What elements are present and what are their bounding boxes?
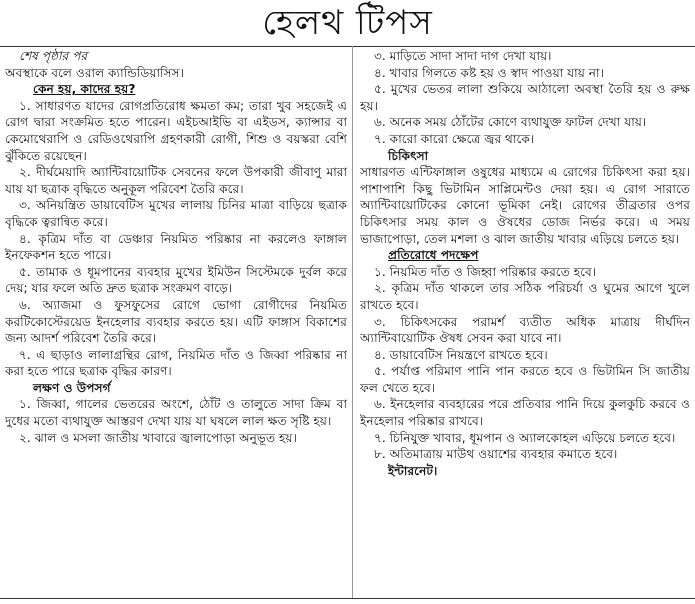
prevention-item: ১. নিয়মিত দাঁত ও জিহ্বা পরিষ্কার করতে হবে। [374,264,597,279]
bottom-divider [0,598,695,599]
source-credit: ইন্টারনেট। [388,463,438,478]
cause-item: ২. দীর্ঘমেয়াদি অ্যান্টিবায়োটিক সেবনের ফলে উপকারী জীবাণু মারা যায় যা ছত্রাক বৃদ্ধিতে অনুকূল পরিবেশ তৈরি করে। [5,165,347,196]
treatment-text: সাধারণত এন্টিফাঙ্গাল ওষুধের মাধ্যমে এ রোগের চিকিৎসা করা হয়। পাশাপাশি কিছু ভিটামিন সাপ্লিমেন্টও দেয়া হয়। এ রোগ সারাতে অ্যান্টিবায়োটিকের কোনো ভূমিকা নেই। রোগের তীব্রতার ওপর চিকিৎসার সময় কাল ও ঔষধের ডোজ নির্ভর করে। এ সময় ভাজাপোড়া, তেল মশলা ও ঝাল জাতীয় খাবার এড়িয়ে চলতে হয়। [360,165,690,246]
intro-text: অবস্থাকে বলে ওরাল ক্যান্ডিডিয়াসিস। [5,65,184,80]
left-column [5,48,347,596]
cause-item: ৬. অ্যাজমা ও ফুসফুসের রোগে ভোগা রোগীদের নিয়মিত করটিকোস্টেরয়েড ইনহেলার ব্যবহার করতে হয়। এটি ফাঙ্গাস বিকাশের জন্য আদর্শ পরিবেশ তৈরি করে। [5,297,347,346]
cause-item: ৭. এ ছাড়াও লালাগ্রন্থির রোগ, নিয়মিত দাঁত ও জিব্বা পরিষ্কার না করা হতে পারে ছত্রাক বৃদ্ধির কারণ। [5,347,347,379]
cause-item: ৪. কৃত্রিম দাঁত বা ডেঞ্চার নিয়মিত পরিষ্কার না করলেও ফাঙ্গাল ইনফেকশন হতে পারে। [5,231,347,263]
right-column [360,48,690,596]
symptom-item: ২. ঝাল ও মসলা জাতীয় খাবারে জ্বালাপোড়া অনুভূত হয়। [19,430,297,445]
prevention-item: ৬. ইনহেলার ব্যবহারের পরে প্রতিবার পানি দিয়ে কুলকুচি করবে ও ইনহেলার পরিষ্কার রাখবে। [360,397,690,429]
cause-item: ৫. তামাক ও ধূমপানের ব্যবহার মুখের ইমিউন সিস্টেমকে দুর্বল করে দেয়; যার ফলে অতি দ্রুত ছত্রাক সংক্রমণ বাড়ে। [5,264,347,296]
symptom-item: ৩. মাড়িতে সাদা সাদা দাগ দেখা যায়। [374,49,552,63]
symptoms-heading: লক্ষণ ও উপসর্গ [33,380,111,395]
prevention-item: ৩. চিকিৎসকের পরামর্শ ব্যতীত অধিক মাত্রায় দীর্ঘদিন অ্যান্টিবায়োটিক ঔষধ সেবন করা যাবে না। [360,314,690,346]
column-divider [352,46,353,598]
symptom-item: ৪. খাবার গিলতে কষ্ট হয় ও স্বাদ পাওয়া যায় না। [374,65,604,80]
prevention-item: ৭. চিনিযুক্ত খাবার, ধূমপান ও অ্যালকোহল এড়িয়ে চলতে হবে। [374,430,676,445]
top-divider [0,46,695,47]
prevention-heading [360,247,690,264]
prevention-item: ৫. পর্যাপ্ত পরিমাণ পানি পান করতে হবে ও ভিটামিন সি জাতীয় ফল খেতে হবে। [360,364,690,395]
symptom-item: ৭. কারো কারো ক্ষেত্রে জ্বর থাকে। [374,131,535,146]
prevention-item: ২. কৃত্রিম দাঁত থাকলে তার সঠিক পরিচর্যা ও ঘুমের আগে খুলে রাখতে হবে। [360,281,690,312]
page-title: হেলথ টিপস [262,3,433,43]
symptom-item: ৬. অনেক সময় ঠোঁটের কোণে ব্যথাযুক্ত ফাটল দেখা যায়। [374,115,647,130]
prevention-item: ৮. অতিমাত্রায় মাউথ ওয়াশের ব্যবহার কমাতে হবে। [374,447,618,462]
treatment-heading: চিকিৎসা [388,148,429,163]
prevention-heading-text: প্রতিরোধে পদক্ষেপ [388,248,479,263]
cause-item: ৩. অনিয়ন্ত্রিত ডায়াবেটিস মুখের লালায় চিনির মাত্রা বাড়িয়ে ছত্রাক বৃদ্ধিকে ত্বরান্বিত করে। [5,198,347,229]
symptom-item: ১. জিব্বা, গালের ভেতরের অংশে, ঠোঁট ও তালুতে সাদা ক্রিম বা দুধের মতো ব্যথাযুক্ত আস্তরণ দেখা যায় যা ঘষলে লাল ক্ষত সৃষ্টি হয়। [5,397,347,429]
prevention-item: ৪. ডায়াবেটিস নিয়ন্ত্রণে রাখতে হবে। [374,347,548,362]
causes-heading [5,81,347,98]
cause-item: ১. সাধারণত যাদের রোগপ্রতিরোধ ক্ষমতা কম; তারা খুব সহজেই এ রোগ দ্বারা সংক্রমিত হতে পারেন। এইচআইভি বা এইডস, ক্যান্সার বা কেমোথেরাপি ও রেডিওথেরাপি গ্রহণকারী রোগী, শিশু ও বয়স্করা বেশি ঝুঁকিতে রয়েছেন। [5,98,347,163]
symptom-item: ৫. মুখের ভেতর লালা শুকিয়ে আঠালো অবস্থা তৈরি হয় ও রুক্ষ হয়। [360,82,690,113]
causes-heading-text: কেন হয়, কাদের হয়? [33,82,136,97]
continued-from-label: শেষ পৃষ্ঠার পর [19,49,88,63]
